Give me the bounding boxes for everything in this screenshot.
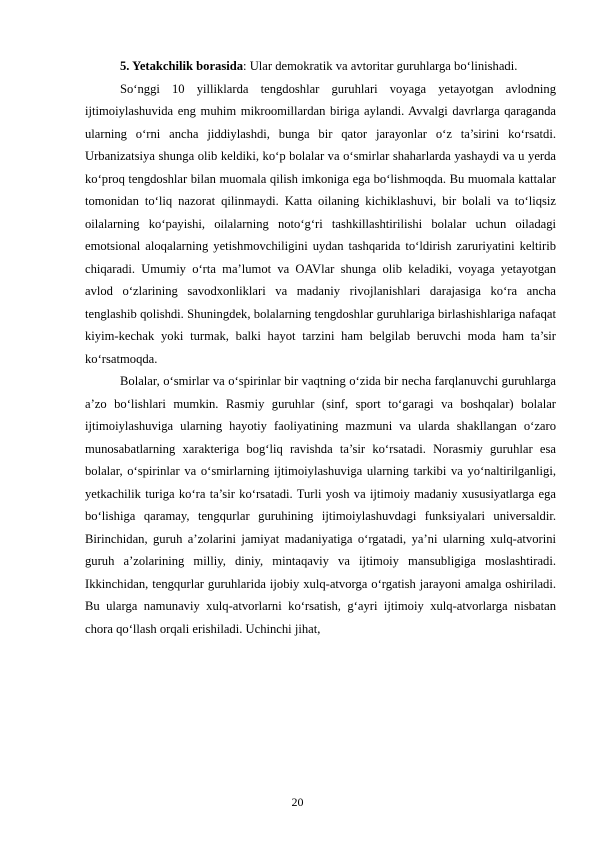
section-heading-text: : Ular demokratik va avtoritar guruhlarga bo‘linishadi. xyxy=(243,59,518,73)
page-number: 20 xyxy=(291,795,304,809)
document-page xyxy=(85,55,556,640)
section-heading-paragraph xyxy=(85,55,556,78)
section-heading: 5. Yetakchilik borasida xyxy=(120,59,244,73)
body-paragraph: Bolalar, o‘smirlar va o‘spirinlar bir vaqtning o‘zida bir necha farqlanuvchi guruhlarga a’zo bo‘lishlari mumkin. Rasmiy guruhlar (sinf, sport to‘garagi va boshqalar) bolalar ijtimoiylashuviga ularning hayotiy faoliyatining mazmuni va ularda shakllangan o‘zaro munosabatlarning xarakteriga bog‘liq ravishda ta’sir ko‘rsatadi. Norasmiy guruhlar esa bolalar, o‘spirinlar va o‘smirlarning ijtimoiylashuviga ularning tarkibi va yo‘naltirilganligi, yetkachilik turiga ko‘ra ta’sir ko‘rsatadi. Turli yosh va ijtimoiy madaniy xususiyatlarga ega bo‘lishiga qaramay, tengqurlar guruhining ijtimoiylashuvdagi funksiyalari universaldir. Birinchidan, guruh a’zolarini jamiyat madaniyatiga o‘rgatadi, ya’ni ularning xulq-atvorini guruh a’zolarining milliy, diniy, mintaqaviy va ijtimoiy mansubligiga moslashtiradi. Ikkinchidan, tengqurlar guruhlarida ijobiy xulq-atvorga o‘rgatish jarayoni amalga oshiriladi. Bu ularga namunaviy xulq-atvorlarni ko‘rsatish, g‘ayri ijtimoiy xulq-atvorlarga nisbatan chora qo‘llash orqali erishiladi. Uchinchi jihat, xyxy=(85,374,556,636)
body-paragraph: So‘nggi 10 yilliklarda tengdoshlar guruhlari voyaga yetayotgan avlodning ijtimoiylashuvida eng muhim mikroomillardan biriga aylandi. Avvalgi davrlarga qaraganda ularning o‘rni ancha jiddiylashdi, bunga bir qator jarayonlar o‘z ta’sirini ko‘rsatdi. Urbanizatsiya shunga olib keldiki, ko‘p bolalar va o‘smirlar shaharlarda yashaydi va u yerda ko‘proq tengdoshlar bilan muomala qilish imkoniga ega bo‘lishmoqda. Bu muomala kattalar tomonidan to‘liq nazorat qilinmaydi. Katta oilaning kichiklashuvi, bir bolali va to‘liqsiz oilalarning ko‘payishi, oilalarning noto‘g‘ri tashkillashtirilishi bolalar uchun oiladagi emotsional aloqalarning yetishmovchiligini uydan tashqarida to‘ldirish zaruriyatini keltirib chiqaradi. Umumiy o‘rta ma’lumot va OAVlar shunga olib keladiki, voyaga yetayotgan avlod o‘zlarining savodxonliklari va madaniy rivojlanishlari darajasiga ko‘ra ancha tenglashib qolishdi. Shuningdek, bolalarning tengdoshlar guruhlariga birlashishlariga nafaqat kiyim-kechak yoki turmak, balki hayot tarzini ham belgilab beruvchi moda ham ta’sir ko‘rsatmoqda. xyxy=(85,81,556,366)
